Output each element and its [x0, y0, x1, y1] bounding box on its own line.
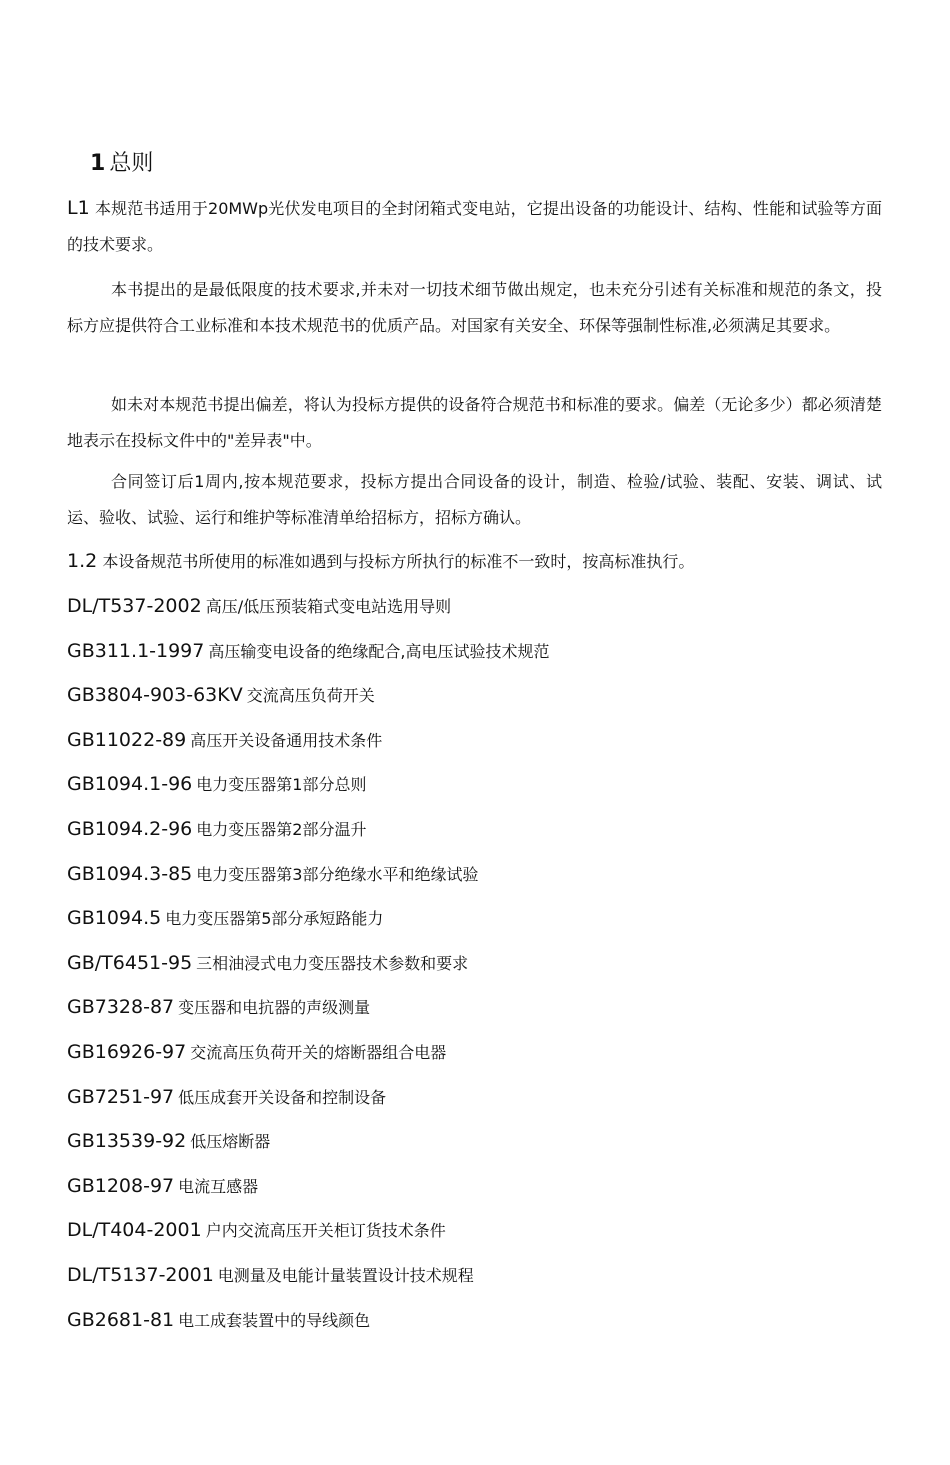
standard-code: GB1094.3-85	[67, 862, 193, 885]
standard-item	[67, 1036, 549, 1081]
standard-item	[67, 1304, 549, 1349]
standard-code: DL/T537-2002	[67, 595, 202, 617]
standard-title: 电流互感器	[178, 1176, 259, 1196]
standard-item	[67, 768, 549, 813]
standard-item	[67, 991, 549, 1036]
standard-title: 电测量及电能计量装置设计技术规程	[217, 1265, 474, 1285]
standard-title: 变压器和电抗器的声级测量	[178, 998, 371, 1018]
standard-item	[67, 679, 549, 724]
paragraph-minimum-requirements: 本书提出的是最低限度的技术要求,并未对一切技术细节做出规定，也未充分引述有关标准和规范的条文，投标方应提供符合工业标准和本技术规范书的优质产品。对国家有关安全、环保等强制性标准,必须满足其要求。	[67, 280, 882, 335]
standard-item	[67, 1259, 549, 1304]
standard-title: 高压输变电设备的绝缘配合,高电压试验技术规范	[208, 641, 550, 661]
section-number: 1	[90, 151, 106, 176]
standard-title: 高压/低压预装箱式变电站选用导则	[205, 597, 452, 616]
standard-code: GB311.1-1997	[67, 639, 205, 662]
standard-code: GB/T6451-95	[67, 951, 193, 974]
standard-item	[67, 947, 549, 992]
standard-title: 电力变压器第1部分总则	[196, 775, 367, 795]
standard-item	[67, 813, 549, 858]
standard-title: 低压熔断器	[190, 1132, 271, 1152]
standard-code: GB2681-81	[67, 1308, 175, 1331]
standard-code: GB1094.1-96	[67, 773, 193, 796]
standard-title: 户内交流高压开关柜订货技术条件	[205, 1221, 446, 1241]
standard-code: GB1094.5	[67, 907, 162, 930]
standard-code: DL/T404-2001	[67, 1219, 202, 1242]
standard-code: GB1094.2-96	[67, 817, 193, 840]
paragraph-scope-text: 本规范书适用于20MWp光伏发电项目的全封闭箱式变电站，它提出设备的功能设计、结构、性能和试验等方面的技术要求。	[67, 199, 882, 254]
standard-title: 三相油浸式电力变压器技术参数和要求	[196, 953, 469, 973]
clause-1-2	[67, 545, 694, 578]
standard-title: 交流高压负荷开关	[246, 686, 375, 706]
standard-code: GB7251-97	[67, 1085, 175, 1108]
paragraph-scope	[67, 190, 882, 263]
standard-title: 交流高压负荷开关的熔断器组合电器	[190, 1042, 447, 1062]
standard-title: 低压成套开关设备和控制设备	[178, 1087, 387, 1107]
standard-title: 电工成套装置中的导线颜色	[178, 1310, 371, 1330]
standard-title: 电力变压器第3部分绝缘水平和绝缘试验	[196, 864, 479, 884]
standard-code: GB1208-97	[67, 1174, 175, 1197]
standard-item	[67, 1214, 549, 1259]
clause-1-2-text: 本设备规范书所使用的标准如遇到与投标方所执行的标准不一致时，按高标准执行。	[102, 552, 695, 571]
clause-1-2-number: 1.2	[67, 550, 98, 572]
standard-code: GB16926-97	[67, 1040, 187, 1063]
standard-title: 电力变压器第2部分温升	[196, 819, 367, 839]
standard-item	[67, 724, 549, 769]
standard-item	[67, 1081, 549, 1126]
standard-item	[67, 858, 549, 903]
standard-code: DL/T5137-2001	[67, 1263, 214, 1286]
standard-code: GB11022-89	[67, 728, 187, 751]
standard-title: 电力变压器第5部分承短路能力	[165, 909, 384, 929]
paragraph-standards-list: 合同签订后1周内,按本规范要求，投标方提出合同设备的设计，制造、检验/试验、装配、安装、调试、试运、验收、试验、运行和维护等标准清单给招标方，招标方确认。	[67, 472, 882, 527]
standard-item	[67, 1170, 549, 1215]
standard-item	[67, 635, 549, 680]
standards-list	[67, 590, 549, 1348]
clause-number-l1: L1	[67, 197, 90, 219]
section-heading	[90, 150, 153, 178]
standard-item	[67, 1125, 549, 1170]
standard-item	[67, 902, 549, 947]
standard-code: GB7328-87	[67, 996, 175, 1019]
section-title: 总则	[109, 151, 154, 176]
standard-code: GB13539-92	[67, 1130, 187, 1153]
paragraph-deviation: 如未对本规范书提出偏差，将认为投标方提供的设备符合规范书和标准的要求。偏差（无论多少）都必须清楚地表示在投标文件中的"差异表"中。	[67, 395, 882, 450]
standard-code: GB3804-903-63KV	[67, 684, 243, 707]
standard-title: 高压开关设备通用技术条件	[190, 730, 383, 750]
standard-item	[67, 590, 549, 635]
